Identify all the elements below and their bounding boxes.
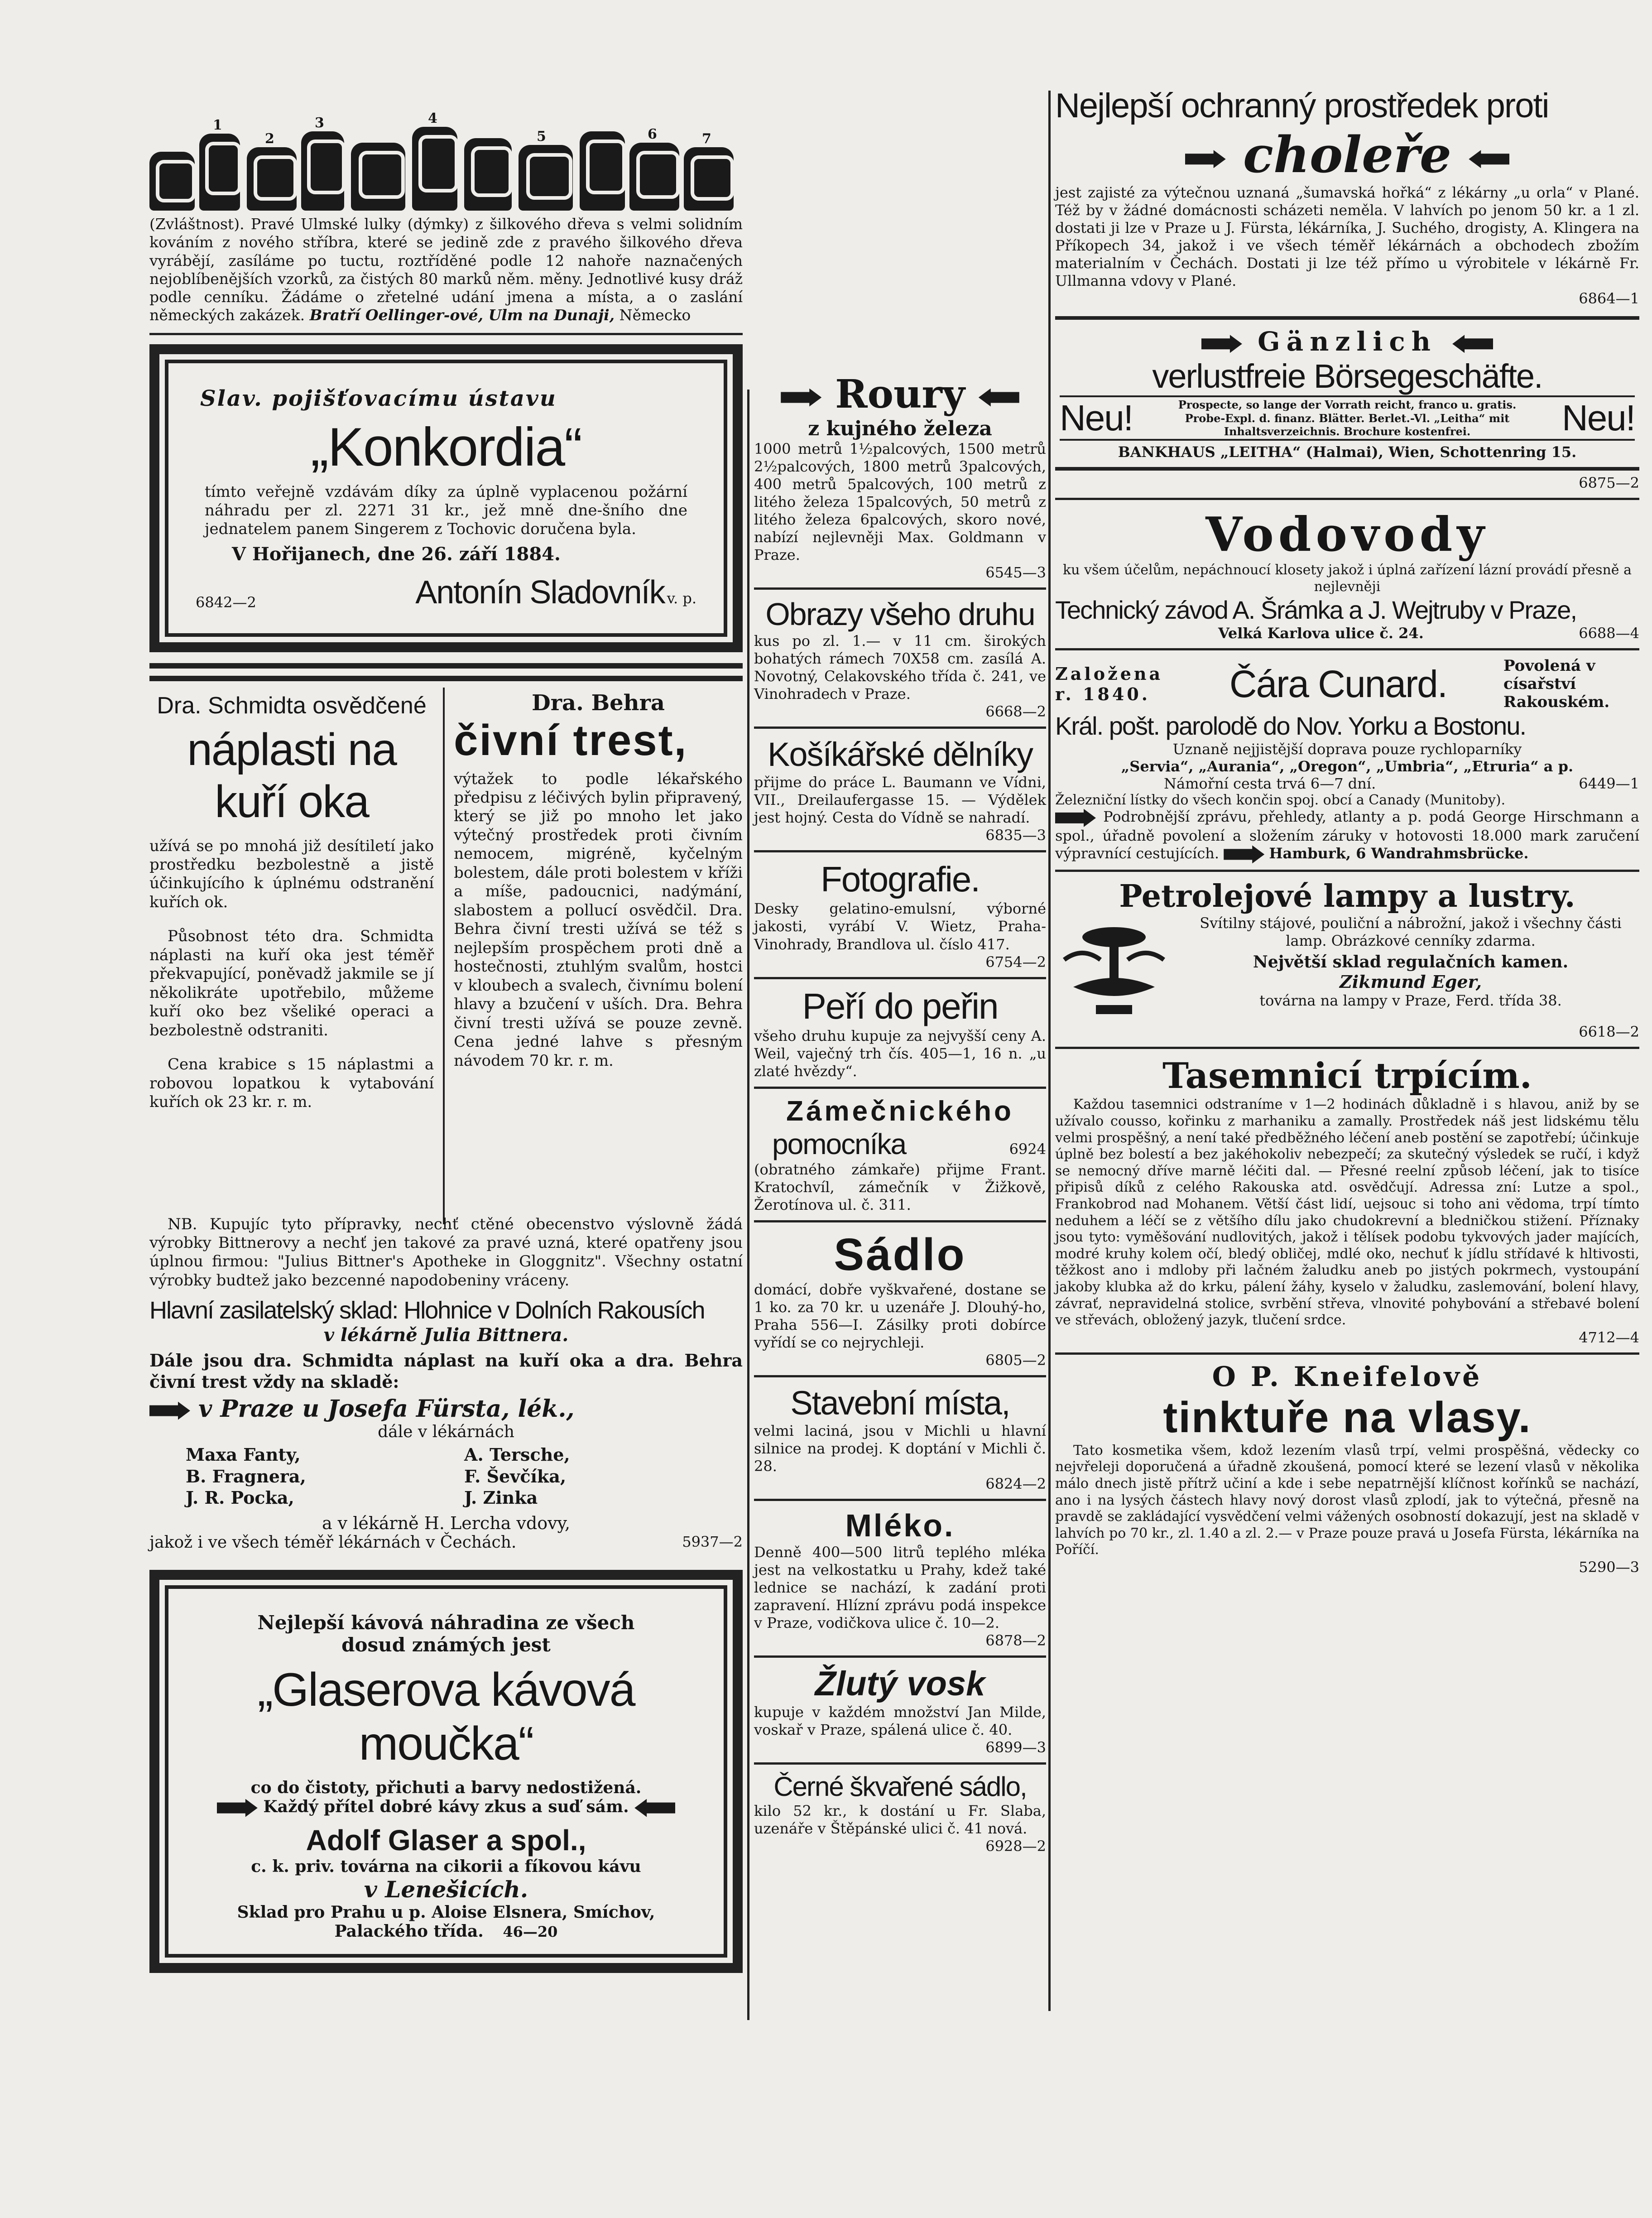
peri-body: všeho druhu kupuje za nejvyšší ceny A. Weil, vaječný trh čís. 405—1, 16 n. „u zlaté hvězdy“. [754, 1027, 1046, 1080]
leitha-small-2: Probe-Expl. d. finanz. Blätter. Berlet.-Vl. „Leitha“ mit Inhaltsverzeichnis. Brochure kostenfrei. [1185, 411, 1510, 438]
pharmacy-item: A. Tersche, [464, 1444, 570, 1465]
divider [149, 333, 743, 335]
glaser-desc: c. k. priv. továrna na cikorii a fíkovou kávu [251, 1857, 641, 1876]
pointing-hand-icon [634, 1799, 675, 1817]
leitha-small-1: Prospecte, so lange der Vorrath reicht, franco u. gratis. [1178, 398, 1517, 412]
schmidt-behr-ads [149, 688, 743, 1224]
pipe-number: 1 [213, 117, 222, 133]
kosikar-body: přijme do práce L. Baumann ve Vídni, VII., Dreilaufergasse 15. — Výdělek jest hojný. Cesta do Vídně se nahradí. [754, 774, 1046, 827]
vodovody-addr: Velká Karlova ulice č. 24. [1218, 625, 1424, 642]
pharmacy-item: Maxa Fanty, [186, 1444, 301, 1465]
cholera-title-row [1055, 125, 1639, 184]
pipe-number: 2 [265, 131, 274, 147]
divider [754, 1499, 1046, 1501]
konkordia-name: „Konkordia“ [310, 416, 582, 477]
divider [754, 1762, 1046, 1765]
stavebni-body: velmi laciná, jsou v Michli u hlavní silnice na prodej. K doptání v Michli č. 28. [754, 1422, 1046, 1475]
glaser-code: 46—20 [503, 1923, 558, 1940]
pharmacy-item: B. Fragnera, [186, 1466, 306, 1487]
skvarene-body: kilo 52 kr., k dostání u Fr. Slaba, uzenáře v Štěpánské ulici č. 41 nová. [754, 1802, 1046, 1838]
skvarene-title: Černé škvařené sádlo, [773, 1771, 1027, 1802]
behr-title-1: Dra. Behra [532, 690, 665, 716]
cunard-header [1055, 657, 1639, 711]
divider [1055, 498, 1639, 500]
cholera-code: 6864—1 [1579, 290, 1639, 308]
konkordia-body: tímto veřejně vzdávám díky za úplně vyplacenou požární náhradu per zl. 2271 31 kr., jež mně dne-šního dne jednatelem panem Singerem z Tochovic doručena byla. [205, 482, 687, 539]
divider [754, 587, 1046, 590]
leitha-neu-right: Neu! [1562, 398, 1635, 438]
leitha-neu-left: Neu! [1060, 398, 1133, 438]
pipe-number: 5 [537, 129, 546, 144]
bittner-also: Dále jsou dra. Schmidta náplast na kuří oka a dra. Behra čivní trest vždy na skladě: [149, 1350, 743, 1392]
divider [1055, 1047, 1639, 1049]
konkordia-code: 6842—2 [196, 593, 256, 611]
pipe-icon [580, 131, 625, 211]
schmidt-title-2: náplasti na kuří oka [187, 724, 396, 827]
glaser-ad [149, 1570, 743, 1973]
glaser-line-2: dosud známých jest [341, 1633, 551, 1656]
pipe-icon [629, 126, 679, 211]
petrolej-addr: továrna na lampy v Praze, Ferd. třída 38. [1259, 992, 1562, 1010]
pipe-icon [149, 152, 195, 211]
pipe-icon [412, 111, 457, 211]
behr-title-2: čivní trest, [454, 716, 688, 765]
konkordia-signature-group [415, 574, 696, 611]
konkordia-footer [196, 574, 696, 611]
pharmacy-item: J. Zinka [464, 1487, 538, 1508]
cunard-founded: Založena r. 1840. [1055, 664, 1163, 705]
pipes-text [149, 215, 743, 325]
cunard-voyage: Námořní cesta trvá 6—7 dní. [1164, 775, 1376, 793]
pipe-icon [247, 131, 297, 211]
mleko-code: 6878—2 [985, 1632, 1046, 1650]
divider [754, 850, 1046, 852]
tasemnice-title: Tasemnicí trpícím. [1162, 1055, 1532, 1097]
roury-title: Roury [835, 371, 965, 417]
divider [1055, 870, 1639, 872]
cholera-title-1: Nejlepší ochranný prostředek proti [1055, 87, 1549, 125]
petrolej-body-wrap [1055, 914, 1639, 1040]
bittner-everywhere: jakož i ve všech téměř lékárnách v Čechách. [149, 1533, 517, 1552]
petrolej-code: 6618—2 [1579, 1023, 1639, 1041]
obrazy-code: 6668—2 [985, 703, 1046, 721]
lamp-icon [1055, 919, 1173, 1023]
leitha-neu-row [1060, 397, 1635, 439]
bittner-nb: NB. Kupujíc tyto přípravky, nechť ctěné obecenstvo výslovně žádá výrobky Bittnerovy a nechť jen takové za pravé uzná, které opatřeny jsou úplnou firmou: "Julius Bittner's Apotheke in Gloggnitz". Všechny ostatní výrobky budtež jako bezcenné napodobeniny vráceny. [149, 1215, 743, 1289]
column-rule-left [747, 390, 749, 2020]
schmidt-ad [149, 688, 445, 1224]
pipe-icon [199, 117, 240, 211]
kneifel-title-1: O P. Kneifelově [1212, 1361, 1483, 1393]
pharmacy-item: F. Ševčíka, [464, 1466, 567, 1487]
pointing-hand-icon [1224, 845, 1264, 863]
roury-sub: z kujného železa [808, 417, 992, 440]
divider [1055, 1352, 1639, 1355]
leitha-bank: BANKHAUS „LEITHA“ (Halmai), Wien, Schottenring 15. [1060, 439, 1635, 461]
pharmacy-item: J. R. Pocka, [186, 1487, 294, 1508]
zamecnik-title-2: pomocníka [772, 1127, 906, 1160]
behr-body: výtažek to podle lékařského předpisu z léčivých bylin připravený, který se již po mnoho let jako výtečný prostředek proti čivním nemocem, migréně, kyčelným bolestem, dále proti bolestem v kříži a míše, padoucnici, nadýmání, slabostem a pollucí osvědčil. Dra. Behra čivní tresti užívá se též s nejlepším prospěchem proti dně a hostečnosti, ztuhlým svalům, hostci v kloubech a svalech, čivnímu bolení hlavy a bzučení v uších. Dra. Behra čivní tresti užívá se pouze zevně. Cena jedné lahve s přesným návodem 70 kr. r. m. [454, 770, 743, 1070]
pipe-icon [301, 115, 344, 211]
zamecnik-title-row [754, 1127, 1046, 1161]
leitha-ad [1055, 316, 1639, 471]
cholera-body: jest zajisté za výtečnou uznaná „šumavská hořká“ z lékárny „u orla“ v Plané. Též by v žádné domácnosti scházeti neměla. V lahvích po jenom 50 kr. a 1 zl. dostati ji lze v Praze u J. Fürsta, lékárníka, J. Suchého, drogisty, A. Klingera na Příkopech 34, jakož i ve všech téměř lékárnách a obchodech zbožím materialním v Čechách. Dostati ji lze též přímo u výrobitele v lékárně Fr. Ullmanna vdovy v Plané. [1055, 184, 1639, 290]
kosikar-title: Košíkářské dělníky [767, 736, 1033, 774]
cunard-addr: Hamburk, 6 Wandrahmsbrücke. [1269, 844, 1529, 862]
konkordia-sig-suffix: v. p. [667, 589, 696, 607]
left-column [149, 91, 743, 1973]
vosk-title: Žlutý vosk [815, 1665, 985, 1703]
stavebni-code: 6824—2 [985, 1475, 1046, 1492]
vodovody-body: ku všem účelům, nepáchnoucí klosety jakož i úplná zařízení lázní provádí přesně a nejlevněji [1063, 562, 1632, 595]
divider [1055, 648, 1639, 650]
pipe-icon [351, 143, 405, 211]
foto-code: 6754—2 [985, 953, 1046, 971]
pointing-hand-icon [979, 389, 1019, 407]
petrolej-store: Největší sklad regulačních kamen. [1253, 953, 1569, 972]
pointing-hand-icon [1055, 809, 1096, 827]
sadlo-code: 6805—2 [985, 1351, 1046, 1369]
bittner-lerch: a v lékárně H. Lercha vdovy, [322, 1513, 571, 1533]
pipe-icon [684, 131, 734, 211]
glaser-place: v Lenešicích. [364, 1876, 528, 1903]
roury-code: 6545—3 [985, 564, 1046, 582]
petrolej-body: Svítilny stájové, pouliční a nábrožní, jakož i všechny části lamp. Obrázkové cenníky zdarma. [1200, 914, 1622, 950]
glaser-name: „Glaserova kávová moučka“ [257, 1663, 635, 1770]
cunard-permit: Povolená v císařství Rakouském. [1503, 657, 1610, 712]
pipes-illustration [149, 104, 743, 211]
bittner-prague-line [149, 1395, 743, 1423]
pipes-body: (Zvláštnost). Pravé Ulmské lulky (dýmky) z šilkového dřeva s velmi solidním kováním z nového stříbra, které se jedině zde z pravého šilkového dřeva vyrábějí, zasíláme po tuctu, roztříděné podle 12 nahoře naznačených nejoblíbenějších vzorků, za čistých 80 marků něm. měny. Jednotlivé kusy dráž podle cenníku. Žádáme o zřetelné udání jmena a místa, a o zaslání německých zakázek. [149, 215, 743, 324]
glaser-line-4: Každý přítel dobré kávy zkus a suď sám. [263, 1797, 629, 1816]
bittner-prague: v Praze u Josefa Fürsta, lék., [198, 1395, 575, 1423]
foto-body: Desky gelatino-emulsní, výborné jakosti, vyrábí V. Wietz, Praha-Vinohrady, Brandlova ul. číslo 417. [754, 900, 1046, 953]
roury-body: 1000 metrů 1½palcových, 1500 metrů 2½palcových, 1800 metrů 3palcových, 400 metrů 5palcových, 100 metrů z litého železa 15palcových, 50 metrů z litého železa 6palcových, skoro nové, nabízí nejlevněji Max. Goldmann v Praze. [754, 440, 1046, 564]
kneifel-body: Tato kosmetika všem, kdož lezením vlasů trpí, velmi prospěšná, vědecky co nejvřeleji doporučená a úřadně zkoušená, pomocí které se lezení vlasů v několika málo dnech jistě přítrž učiní a kde i sebe nepatrnější klíčnost kořínků se nachází, ano i na lysých částech hlavy nový dorost vlasů zplodí, jak to výtečná, přesně na pravdě se zakládající vysvědčení velmi vážených osobností dokazují, jest na skladě v lahvích po 70 kr., zl. 1.40 a zl. 2.— v Praze pouze pravá u Josefa Fürsta, lékárníka na Poříčí. [1055, 1442, 1639, 1558]
pipe-icon [464, 138, 512, 211]
kneifel-title-2: tinktuře na vlasy. [1163, 1393, 1532, 1442]
leitha-title-1: Gänzlich [1258, 326, 1437, 357]
glaser-store: Sklad pro Prahu u p. Aloise Elsnera, Smíchov, Palackého třída. [237, 1902, 655, 1941]
divider-ornament [149, 663, 743, 681]
peri-title: Peří do peřin [802, 986, 998, 1026]
mleko-title: Mléko. [845, 1507, 955, 1543]
right-column [1055, 86, 1639, 1576]
vodovody-footer [1055, 625, 1639, 642]
bittner-code: 5937—2 [682, 1533, 743, 1550]
obrazy-body: kus po zl. 1.— v 11 cm. širokých bohatých rámech 70X58 cm. zasílá A. Novotný, Celakovského třída č. 241, ve Vinohradech v Praze. [754, 632, 1046, 703]
skvarene-code: 6928—2 [985, 1838, 1046, 1855]
vosk-code: 6899—3 [985, 1739, 1046, 1756]
middle-column [754, 371, 1046, 1855]
kneifel-code: 5290—3 [1579, 1558, 1639, 1576]
konkordia-ad [149, 344, 743, 652]
roury-title-row [754, 371, 1046, 417]
vodovody-title: Vodovody [1205, 506, 1489, 563]
schmidt-paragraph-1: užívá se po mnohá již desítiletí jako prostředku bezbolestně a jistě účinkujícího k úplnému odstranění kuřích ok. [149, 837, 434, 911]
cunard-rail: Železniční lístky do všech končin spoj. obcí a Canady (Munitoby). [1055, 792, 1506, 808]
pointing-hand-icon [149, 1402, 190, 1420]
bittner-pharmacy: v lékárně Julia Bittnera. [323, 1324, 569, 1346]
pointing-hand-icon [781, 389, 821, 407]
cunard-voyage-row [1055, 775, 1639, 792]
vodovody-code: 6688—4 [1579, 625, 1639, 642]
zamecnik-code: 6924 [1009, 1140, 1046, 1158]
pointing-hand-icon [1469, 150, 1509, 168]
pipe-icon [519, 129, 573, 211]
konkordia-header: Slav. pojišťovacímu ústavu [200, 385, 557, 411]
glaser-firm: Adolf Glaser a spol., [306, 1823, 586, 1857]
cunard-body-2: Podrobnější zprávu, přehledy, atlanty a p. podá George Hirschmann a spol., úřadně povolení a složením záruky v hotovosti 18.000 mark zaručení výpravnící cestujících. [1055, 808, 1640, 862]
petrolej-title: Petrolejové lampy a lustry. [1119, 878, 1575, 915]
divider [754, 977, 1046, 979]
cunard-ships: „Servia“, „Aurania“, „Oregon“, „Umbria“, „Etruria“ a p. [1121, 758, 1574, 775]
cunard-code: 6449—1 [1579, 775, 1639, 793]
konkordia-place-date: V Hořijanech, dne 26. září 1884. [232, 543, 561, 565]
stavebni-title: Stavební místa, [790, 1384, 1010, 1422]
divider [754, 1087, 1046, 1089]
schmidt-paragraph-2: Působnost této dra. Schmidta náplasti na kuří oka jest téměř překvapující, poněvadž jakmile se jí několikráte upotřebilo, můžeme kuří oko bez všeliké operaci a bezbolestně odstraniti. [149, 927, 434, 1039]
pipe-number: 7 [702, 131, 711, 147]
bittner-footer [149, 1533, 743, 1552]
cunard-body-2-row [1055, 808, 1639, 863]
pipes-firm: Bratří Oellinger-ové, Ulm na Dunaji, [309, 306, 615, 324]
divider [754, 1220, 1046, 1222]
schmidt-paragraph-3: Cena krabice s 15 náplastmi a robovou lopatkou k vytabování kuřích ok 23 kr. r. m. [149, 1055, 434, 1111]
glaser-line-3: co do čistoty, přichuti a barvy nedostižená. [250, 1778, 642, 1797]
sadlo-body: domácí, dobře vyškvařené, dostane se 1 ko. za 70 kr. u uzenáře J. Dlouhý-ho, Praha 556—I. Zásilky proti dobírce vyřídí se co nejrychleji. [754, 1280, 1046, 1351]
bittner-pharmacy-list [186, 1444, 743, 1509]
pipes-ad [149, 104, 743, 325]
glaser-line-1: Nejlepší kávová náhradina ze všech [257, 1611, 635, 1634]
zamecnik-body: (obratného zámkaře) přijme Frant. Kratochvíl, zámečník v Žižkově, Žerotínova ul. č. 311. [754, 1160, 1046, 1213]
konkordia-signature: Antonín Sladovník [415, 574, 665, 611]
zamecnik-title-1: Zámečnického [786, 1095, 1014, 1127]
pointing-hand-icon [1185, 150, 1226, 168]
leitha-title-row [1060, 326, 1635, 357]
sadlo-title: Sádlo [834, 1229, 966, 1280]
glaser-store-row [191, 1903, 701, 1941]
leitha-code: 6875—2 [1579, 474, 1639, 492]
divider [754, 1375, 1046, 1377]
pointing-hand-icon [217, 1799, 258, 1817]
petrolej-owner: Zikmund Eger, [1340, 972, 1482, 992]
schmidt-title-1: Dra. Schmidta osvědčené [157, 692, 427, 719]
mleko-body: Denně 400—500 litrů teplého mléka jest na velkostatku u Prahy, kdež také lednice se nachází, k zadání proti zapravení. Hlízní zprávu podá inspekce v Praze, vodičkova ulice č. 10—2. [754, 1543, 1046, 1632]
pipe-number: 4 [428, 111, 437, 126]
divider [754, 727, 1046, 729]
bittner-main-depot: Hlavní zasilatelský sklad: Hlohnice v Dolních Rakousích [149, 1297, 705, 1324]
vodovody-firm: Technický závod A. Šrámka a J. Wejtruby v Praze, [1055, 596, 1577, 625]
pipe-number: 3 [315, 115, 324, 131]
column-rule-right [1048, 91, 1051, 2011]
bittner-further: dále v lékárnách [378, 1423, 514, 1442]
leitha-title-2: verlustfreie Börsegeschäfte. [1060, 357, 1635, 397]
pointing-hand-icon [1452, 335, 1493, 353]
pointing-hand-icon [1201, 335, 1242, 353]
cunard-body-1: Uznaně nejjistější doprava pouze rychloparníky [1172, 741, 1522, 758]
pipe-number: 6 [648, 126, 657, 142]
pipes-country: Německo [619, 306, 691, 324]
cholera-title-2: choleře [1243, 125, 1452, 184]
divider [754, 1655, 1046, 1658]
glaser-line-4-row [178, 1797, 715, 1817]
behr-ad [445, 688, 743, 1224]
cunard-name: Čára Cunard. [1229, 662, 1447, 705]
vosk-body: kupuje v každém množství Jan Milde, voskař v Praze, spálená ulice č. 40. [754, 1703, 1046, 1739]
obrazy-title: Obrazy všeho druhu [765, 597, 1035, 632]
cunard-sub: Král. pošt. parolodě do Nov. Yorku a Bostonu. [1055, 712, 1526, 741]
leitha-small-text [1162, 398, 1533, 438]
tasemnice-code: 4712—4 [1579, 1328, 1639, 1346]
kosikar-code: 6835—3 [985, 827, 1046, 844]
foto-title: Fotografie. [821, 859, 980, 900]
tasemnice-body: Každou tasemnici odstraníme v 1—2 hodinách důkladně i s hlavou, aniž by se užívalo cousso, kořinku z marhaniku a zamally. Prostředek náš jest lidskému tělu velmi prospěšný, a není také předběžného léčení aneb postění se zapotřebí; účinkuje úplně bez bolestí a bez jakéhokoliv nebezpečí; za skutečný výsledek se ručí, i když se nemocný dříve marně léčiti dal. — Přesné reelní způsob léčení, jak to tisíce připisů díků z celého Rakouska atd. osvědčují. Adressa zní: Lutze a spol., Frankobrod nad Mohanem. Větší část lidí, uejsouc si toho ani vědoma, trpí tímto neduhem a léčí se z většího dílu jako chudokrevní a bledničkou stižení. Příznaky jsou tyto: vyměšování nudlovitých, jakož i tělísek podobu tykvových jader majících, modré kruhy kolem očí, bledý obličej, mdlé oko, nechuť k jídlu střídavé k hltivosti, těžkost ano i mdloby při lačném žaludku aneb po jistých pokrmech, vystoupání jakoby klubka až do krku, pálení žáhy, kyselo v žaludku, zaslemování, bolení hlavy, závrať, nepravidelná stolice, svrbění střeva, vlnovité pohybování a střebavé bolení ve střevách, obložený jazyk, tlučení srdce. [1055, 1097, 1639, 1328]
